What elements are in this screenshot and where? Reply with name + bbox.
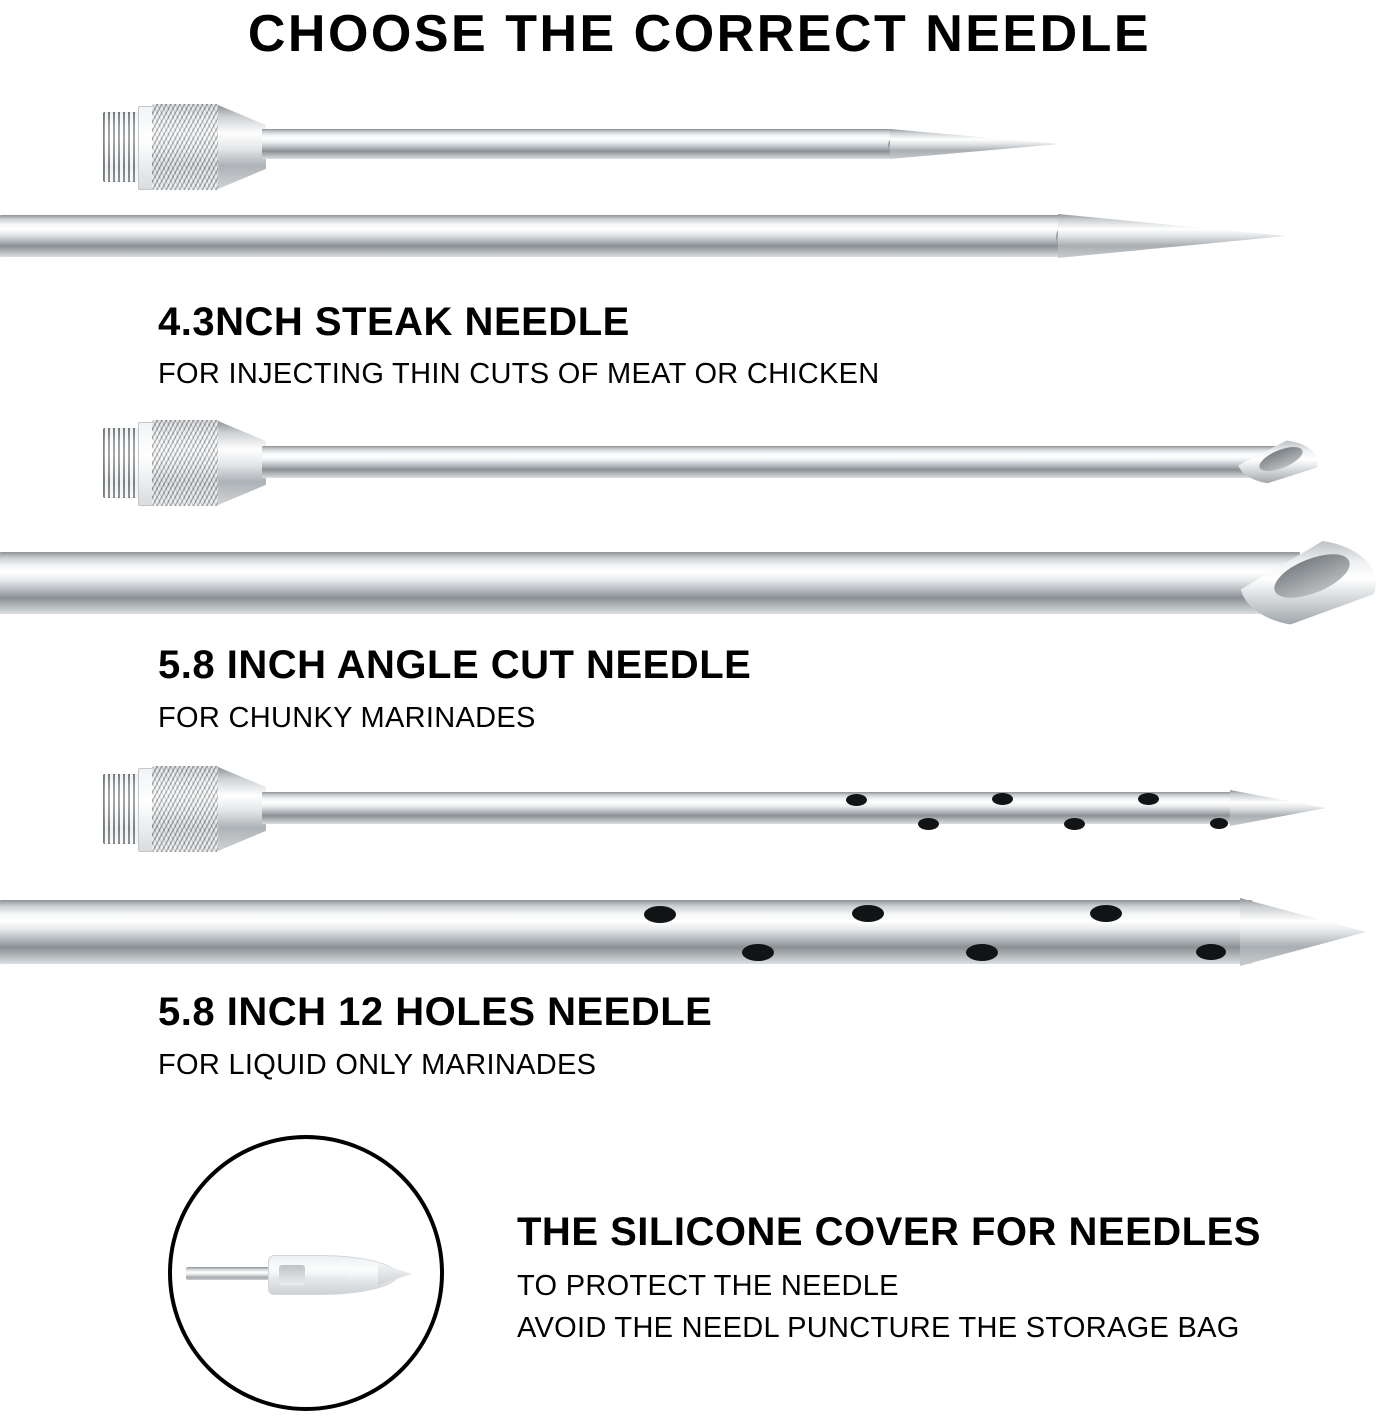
- threaded-base-icon: [103, 774, 141, 844]
- section-subtext-cover-line1: TO PROTECT THE NEEDLE: [517, 1270, 899, 1302]
- section-subtext-holes: FOR LIQUID ONLY MARINADES: [158, 1049, 597, 1081]
- needle-hole: [918, 818, 939, 830]
- needle-hole: [1196, 944, 1226, 960]
- needle-point-closeup: [1058, 214, 1286, 258]
- needle-shaft: [262, 792, 1234, 824]
- needle-hole: [1064, 818, 1085, 830]
- collar-taper: [218, 105, 266, 189]
- needle-shaft: [262, 129, 890, 159]
- knurled-grip: [152, 766, 220, 852]
- section-heading-cover: THE SILICONE COVER FOR NEEDLES: [517, 1210, 1261, 1254]
- needle-hole: [644, 906, 676, 923]
- knurled-grip: [152, 104, 220, 190]
- collar-taper: [218, 421, 266, 505]
- needle-hole: [846, 794, 867, 806]
- silicone-cover-closeup-circle: [168, 1135, 444, 1411]
- needle-shaft-closeup: [0, 215, 1060, 257]
- needle-point: [890, 129, 1060, 159]
- knurled-grip: [152, 420, 220, 506]
- threaded-base-icon: [103, 428, 141, 498]
- section-subtext-angle: FOR CHUNKY MARINADES: [158, 702, 536, 734]
- needle-point-closeup: [1240, 898, 1366, 966]
- needle-hole: [1210, 818, 1228, 829]
- needle-hole: [992, 793, 1013, 805]
- needle-hole: [1090, 905, 1122, 922]
- section-heading-steak: 4.3NCH STEAK NEEDLE: [158, 300, 630, 344]
- needle-shaft-closeup: [0, 900, 1252, 964]
- section-subtext-cover-line2: AVOID THE NEEDL PUNCTURE THE STORAGE BAG: [517, 1312, 1240, 1344]
- needle-hole: [966, 944, 998, 961]
- needle-shaft-closeup: [0, 552, 1300, 614]
- needle-point: [1230, 790, 1326, 826]
- collar-taper: [218, 767, 266, 851]
- needle-hole: [742, 944, 774, 961]
- section-heading-angle: 5.8 INCH ANGLE CUT NEEDLE: [158, 643, 752, 687]
- needle-hole: [852, 905, 884, 922]
- needle-hole: [1138, 793, 1159, 805]
- threaded-base-icon: [103, 112, 141, 182]
- section-heading-holes: 5.8 INCH 12 HOLES NEEDLE: [158, 990, 713, 1034]
- silicone-cover-tip: [378, 1263, 412, 1285]
- needle-shaft: [262, 446, 1282, 478]
- section-subtext-steak: FOR INJECTING THIN CUTS OF MEAT OR CHICKEN: [158, 358, 880, 390]
- page-title: CHOOSE THE CORRECT NEEDLE: [247, 5, 1152, 63]
